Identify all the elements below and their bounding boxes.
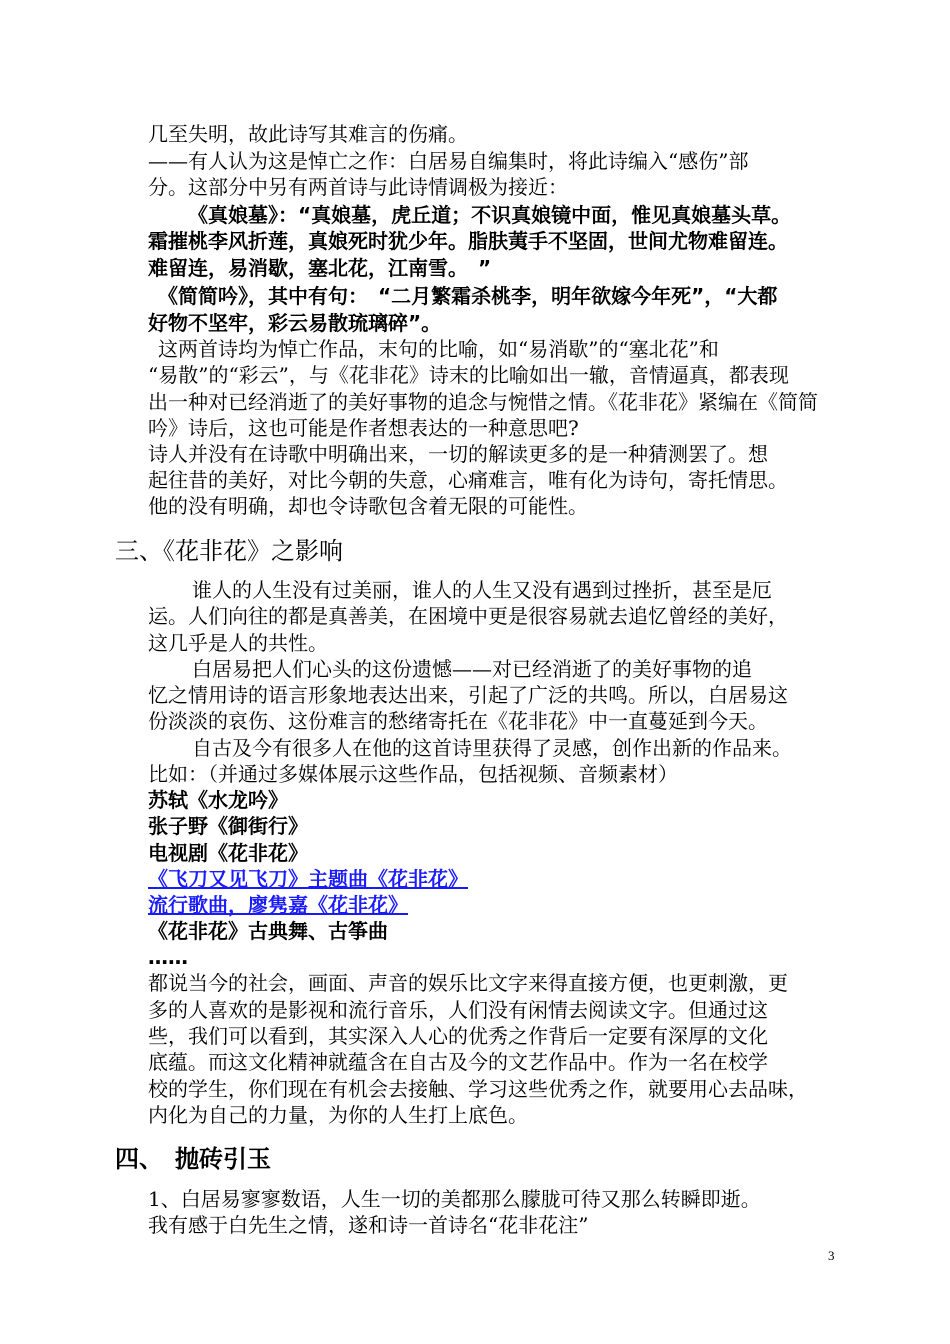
paragraph-line: 诗人并没有在诗歌中明确出来，一切的解读更多的是一种猜测罢了。想 bbox=[148, 442, 768, 466]
paragraph-line: 这几乎是人的共性。 bbox=[148, 631, 328, 655]
paragraph-line: 自古及今有很多人在他的这首诗里获得了灵感，创作出新的作品来。 bbox=[192, 736, 792, 760]
work-item: 张子野《御街行》 bbox=[148, 814, 308, 838]
work-item: 《花非花》古典舞、古筝曲 bbox=[148, 919, 388, 943]
paragraph-line: 些，我们可以看到，其实深入人心的优秀之作背后一定要有深厚的文化 bbox=[148, 1024, 768, 1048]
paragraph-line: 出一种对已经消逝了的美好事物的追念与惋惜之情。《花非花》紧编在《简简 bbox=[148, 390, 818, 414]
paragraph-line: 忆之情用诗的语言形象地表达出来，引起了广泛的共鸣。所以，白居易这 bbox=[148, 683, 788, 707]
paragraph-line: ——有人认为这是悼亡之作：白居易自编集时，将此诗编入“感伤”部 bbox=[148, 149, 749, 173]
paragraph-line: 谁人的人生没有过美丽，谁人的人生又没有遇到过挫折，甚至是厄 bbox=[192, 578, 772, 602]
paragraph-line: 底蕴。而这文化精神就蕴含在自古及今的文艺作品中。作为一名在校学 bbox=[148, 1050, 768, 1074]
work-item: …… bbox=[148, 945, 188, 969]
section-heading: 三、《花非花》之影响 bbox=[115, 537, 343, 565]
paragraph-line: “易散”的“彩云”，与《花非花》诗末的比喻如出一辙，音情逼真，都表现 bbox=[148, 363, 789, 387]
paragraph-line: 1、白居易寥寥数语，人生一切的美都那么朦胧可待又那么转瞬即逝。 bbox=[148, 1187, 761, 1211]
page-number: 3 bbox=[828, 1248, 835, 1263]
paragraph-line: 吟》诗后，这也可能是作者想表达的一种意思吧? bbox=[148, 416, 579, 440]
paragraph-line: 内化为自己的力量，为你的人生打上底色。 bbox=[148, 1103, 528, 1127]
quote-line: 好物不坚牢，彩云易散琉璃碎”。 bbox=[148, 311, 442, 335]
paragraph-line: 都说当今的社会，画面、声音的娱乐比文字来得直接方便，也更刺激，更 bbox=[148, 971, 788, 995]
work-link[interactable]: 流行歌曲，廖隽嘉《花非花》 bbox=[148, 893, 408, 917]
paragraph-line: 运。人们向往的都是真善美，在困境中更是很容易就去追忆曾经的美好， bbox=[148, 604, 788, 628]
paragraph-line: 份淡淡的哀伤、这份难言的愁绪寄托在《花非花》中一直蔓延到今天。 bbox=[148, 709, 768, 733]
paragraph-line: 几至失明，故此诗写其难言的伤痛。 bbox=[148, 122, 468, 146]
paragraph-line: 分。这部分中另有两首诗与此诗情调极为接近： bbox=[148, 175, 568, 199]
paragraph-line: 他的没有明确，却也令诗歌包含着无限的可能性。 bbox=[148, 494, 588, 518]
paragraph-line: 我有感于白先生之情，遂和诗一首诗名“花非花注” bbox=[148, 1213, 589, 1237]
paragraph-line: 白居易把人们心头的这份遗憾——对已经消逝了的美好事物的追 bbox=[192, 657, 752, 681]
work-link[interactable]: 《飞刀又见飞刀》主题曲《花非花》 bbox=[148, 867, 468, 891]
quote-line: 难留连，易消歇，塞北花，江南雪。 ” bbox=[148, 256, 492, 280]
paragraph-line: 多的人喜欢的是影视和流行音乐，人们没有闲情去阅读文字。但通过这 bbox=[148, 998, 768, 1022]
work-item: 苏轼《水龙吟》 bbox=[148, 788, 288, 812]
paragraph-line: 比如：（并通过多媒体展示这些作品，包括视频、音频素材） bbox=[148, 762, 678, 786]
paragraph-line: 校的学生，你们现在有机会去接触、学习这些优秀之作，就要用心去品味， bbox=[148, 1077, 808, 1101]
work-item: 电视剧《花非花》 bbox=[148, 841, 308, 865]
paragraph-line: 起往昔的美好，对比今朝的失意，心痛难言，唯有化为诗句，寄托情思。 bbox=[148, 468, 788, 492]
quote-line: 霜摧桃李风折莲，真娘死时犹少年。脂肤荑手不坚固，世间尤物难留连。 bbox=[148, 229, 788, 253]
quote-line: 《简简吟》，其中有句： “二月繁霜杀桃李，明年欲嫁今年死”，“大都 bbox=[158, 284, 778, 308]
section-heading: 四、 抛砖引玉 bbox=[115, 1145, 271, 1173]
quote-line: 《真娘墓》：“真娘墓，虎丘道；不识真娘镜中面，惟见真娘墓头草。 bbox=[188, 203, 792, 227]
paragraph-line: 这两首诗均为悼亡作品，末句的比喻，如“易消歇”的“塞北花”和 bbox=[158, 337, 719, 361]
